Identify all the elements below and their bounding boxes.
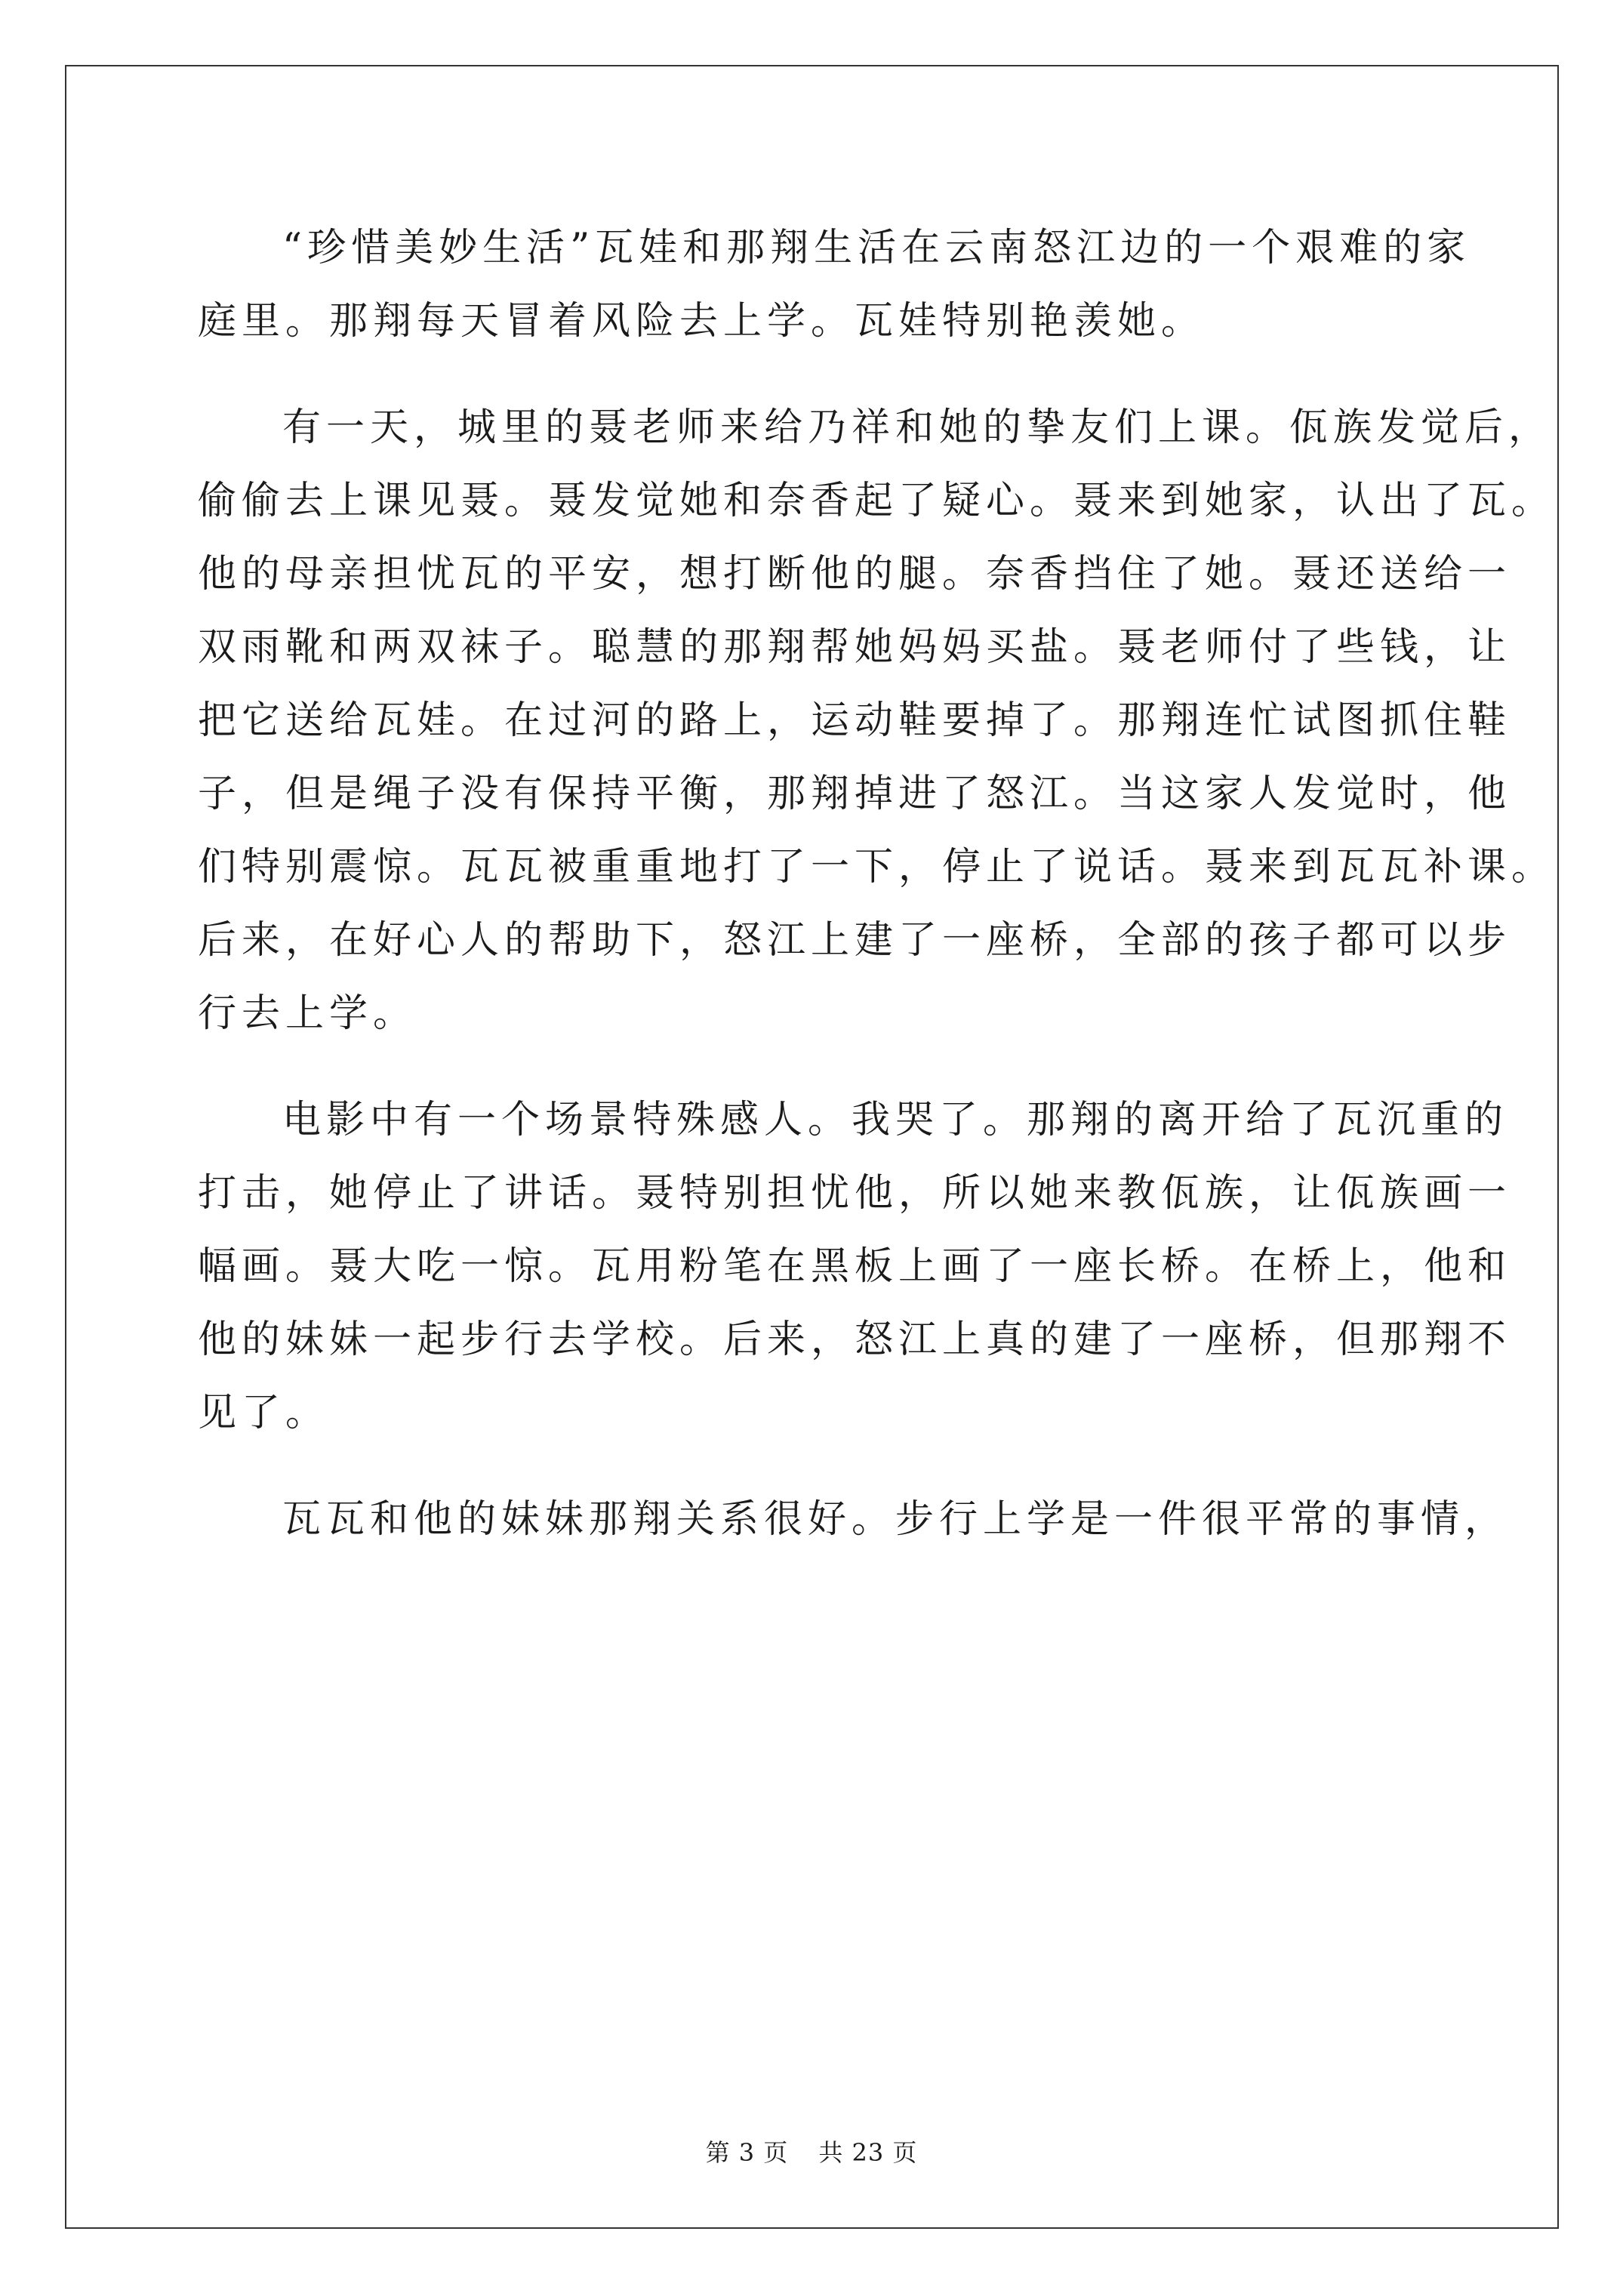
text-line: 有一天，城里的聂老师来给乃祥和她的挚友们上课。佤族发觉后， [282, 405, 1553, 450]
page-number: 第 3 页 [705, 2138, 789, 2167]
page-total: 共 23 页 [818, 2138, 918, 2167]
text-line: 子，但是绳子没有保持平衡，那翔掉进了怒江。当这家人发觉时，他 [198, 772, 1512, 816]
text-line: 们特别震惊。瓦瓦被重重地打了一下，停止了说话。聂来到瓦瓦补课。 [198, 845, 1556, 889]
text-line: 庭里。那翔每天冒着风险去上学。瓦娃特别艳羡她。 [198, 299, 1206, 344]
text-line: 后来，在好心人的帮助下，怒江上建了一座桥，全部的孩子都可以步 [198, 918, 1512, 963]
text-line: 偷偷去上课见聂。聂发觉她和奈香起了疑心。聂来到她家，认出了瓦。 [198, 479, 1556, 523]
text-line: 打击，她停止了讲话。聂特别担忧他，所以她来教佤族，让佤族画一 [198, 1171, 1512, 1216]
paragraph [198, 1483, 1509, 1556]
text-line: 电影中有一个场景特殊感人。我哭了。那翔的离开给了瓦沉重的 [282, 1098, 1509, 1142]
paragraph [198, 211, 1471, 358]
text-line: 行去上学。 [198, 991, 417, 1036]
paragraph [198, 1083, 1512, 1450]
page-footer [0, 2134, 1623, 2168]
text-line: 瓦瓦和他的妹妹那翔关系很好。步行上学是一件很平常的事情， [282, 1497, 1509, 1542]
text-line: 见了。 [198, 1391, 330, 1435]
paragraph [198, 391, 1556, 1050]
text-line: 把它送给瓦娃。在过河的路上，运动鞋要掉了。那翔连忙试图抓住鞋 [198, 698, 1512, 743]
text-line: 他的妹妹一起步行去学校。后来，怒江上真的建了一座桥，但那翔不 [198, 1318, 1512, 1362]
text-line: 他的母亲担忧瓦的平安，想打断他的腿。奈香挡住了她。聂还送给一 [198, 552, 1512, 596]
document-body [198, 211, 1556, 1556]
text-line: 幅画。聂大吃一惊。瓦用粉笔在黑板上画了一座长桥。在桥上，他和 [198, 1244, 1512, 1289]
text-line: “珍惜美妙生活”瓦娃和那翔生活在云南怒江边的一个艰难的家 [282, 226, 1471, 270]
text-line: 双雨靴和两双袜子。聪慧的那翔帮她妈妈买盐。聂老师付了些钱，让 [198, 625, 1512, 670]
